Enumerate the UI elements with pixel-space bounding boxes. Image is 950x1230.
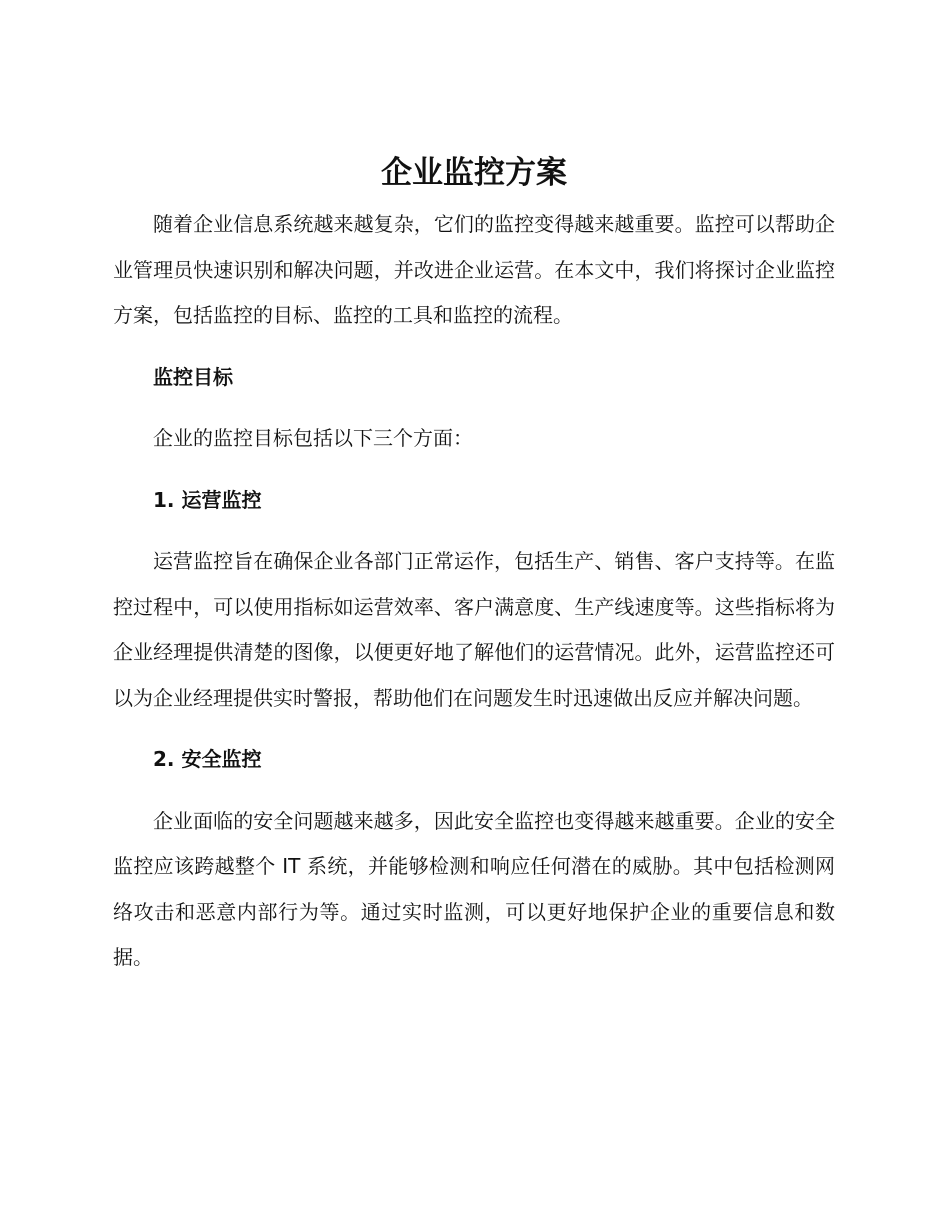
subsection-heading-operations: 1. 运营监控 (153, 487, 262, 512)
spacer (113, 523, 835, 539)
intro-paragraph: 随着企业信息系统越来越复杂，它们的监控变得越来越重要。监控可以帮助企业管理员快速识别和解决问题，并改进企业运营。在本文中，我们将探讨企业监控方案，包括监控的目标、监控的工具和监控的流程。 (113, 212, 835, 327)
spacer (113, 339, 835, 355)
operations-paragraph: 运营监控旨在确保企业各部门正常运作，包括生产、销售、客户支持等。在监控过程中，可以使用指标如运营效率、客户满意度、生产线速度等。这些指标将为企业经理提供清楚的图像，以便更好地了解他们的运营情况。此外，运营监控还可以为企业经理提供实时警报，帮助他们在问题发生时迅速做出反应并解决问题。 (113, 549, 835, 710)
goals-lead-paragraph: 企业的监控目标包括以下三个方面： (153, 426, 473, 450)
security-paragraph: 企业面临的安全问题越来越多，因此安全监控也变得越来越重要。企业的安全监控应该跨越整个 IT 系统，并能够检测和响应任何潜在的威胁。其中包括检测网络攻击和恶意内部行为等。通过实时监测，可以更好地保护企业的重要信息和数据。 (113, 808, 835, 969)
subsection-heading-security: 2. 安全监控 (153, 747, 262, 771)
spacer (113, 462, 835, 478)
document-title: 企业监控方案 (381, 155, 567, 191)
spacer (113, 721, 835, 737)
document-body (113, 150, 835, 981)
spacer (113, 400, 835, 416)
spacer (113, 783, 835, 799)
section-heading-goals: 监控目标 (153, 364, 233, 389)
